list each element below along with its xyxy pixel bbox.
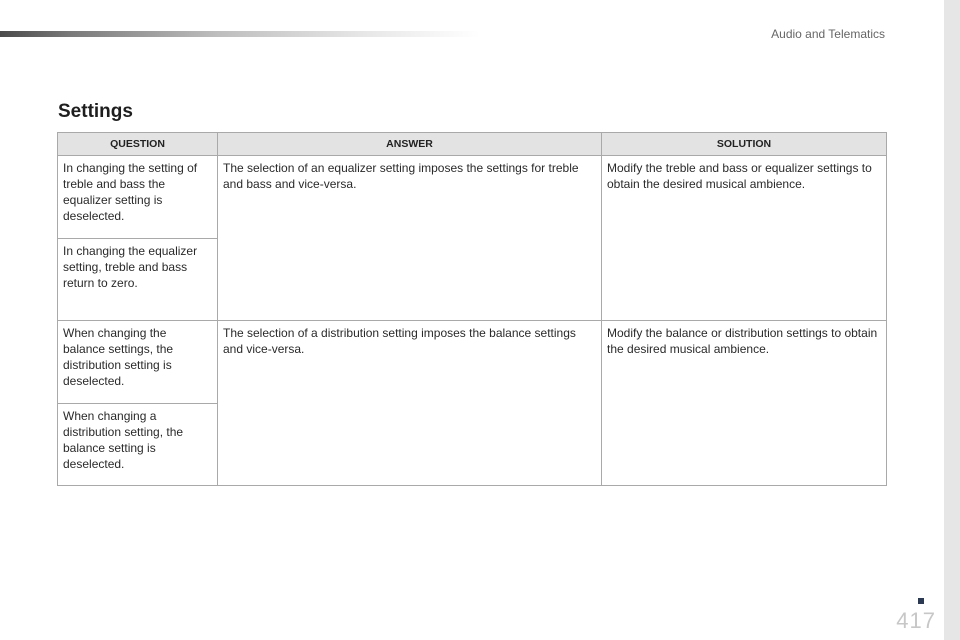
column-header-answer: ANSWER (218, 133, 602, 156)
settings-faq-table (57, 132, 887, 486)
section-title: Audio and Telematics (771, 27, 885, 41)
table-row (58, 156, 887, 239)
column-header-question: QUESTION (58, 133, 218, 156)
question-cell: When changing the balance settings, the distribution setting is deselected. (58, 321, 218, 404)
table-row (58, 321, 887, 404)
page-edge-strip (944, 0, 960, 640)
question-cell: In changing the setting of treble and bass the equalizer setting is deselected. (58, 156, 218, 239)
table-header-row (58, 133, 887, 156)
header-gradient-bar (0, 31, 480, 37)
answer-cell: The selection of an equalizer setting imposes the settings for treble and bass and vice-versa. (218, 156, 602, 321)
page-number: 417 (896, 608, 936, 633)
solution-cell: Modify the balance or distribution settings to obtain the desired musical ambience. (602, 321, 887, 486)
page-heading: Settings (58, 101, 133, 122)
answer-cell: The selection of a distribution setting imposes the balance settings and vice-versa. (218, 321, 602, 486)
question-cell: In changing the equalizer setting, treble and bass return to zero. (58, 239, 218, 321)
column-header-solution: SOLUTION (602, 133, 887, 156)
solution-cell: Modify the treble and bass or equalizer settings to obtain the desired musical ambience. (602, 156, 887, 321)
question-cell: When changing a distribution setting, the balance setting is deselected. (58, 404, 218, 486)
continuation-marker (918, 598, 924, 604)
